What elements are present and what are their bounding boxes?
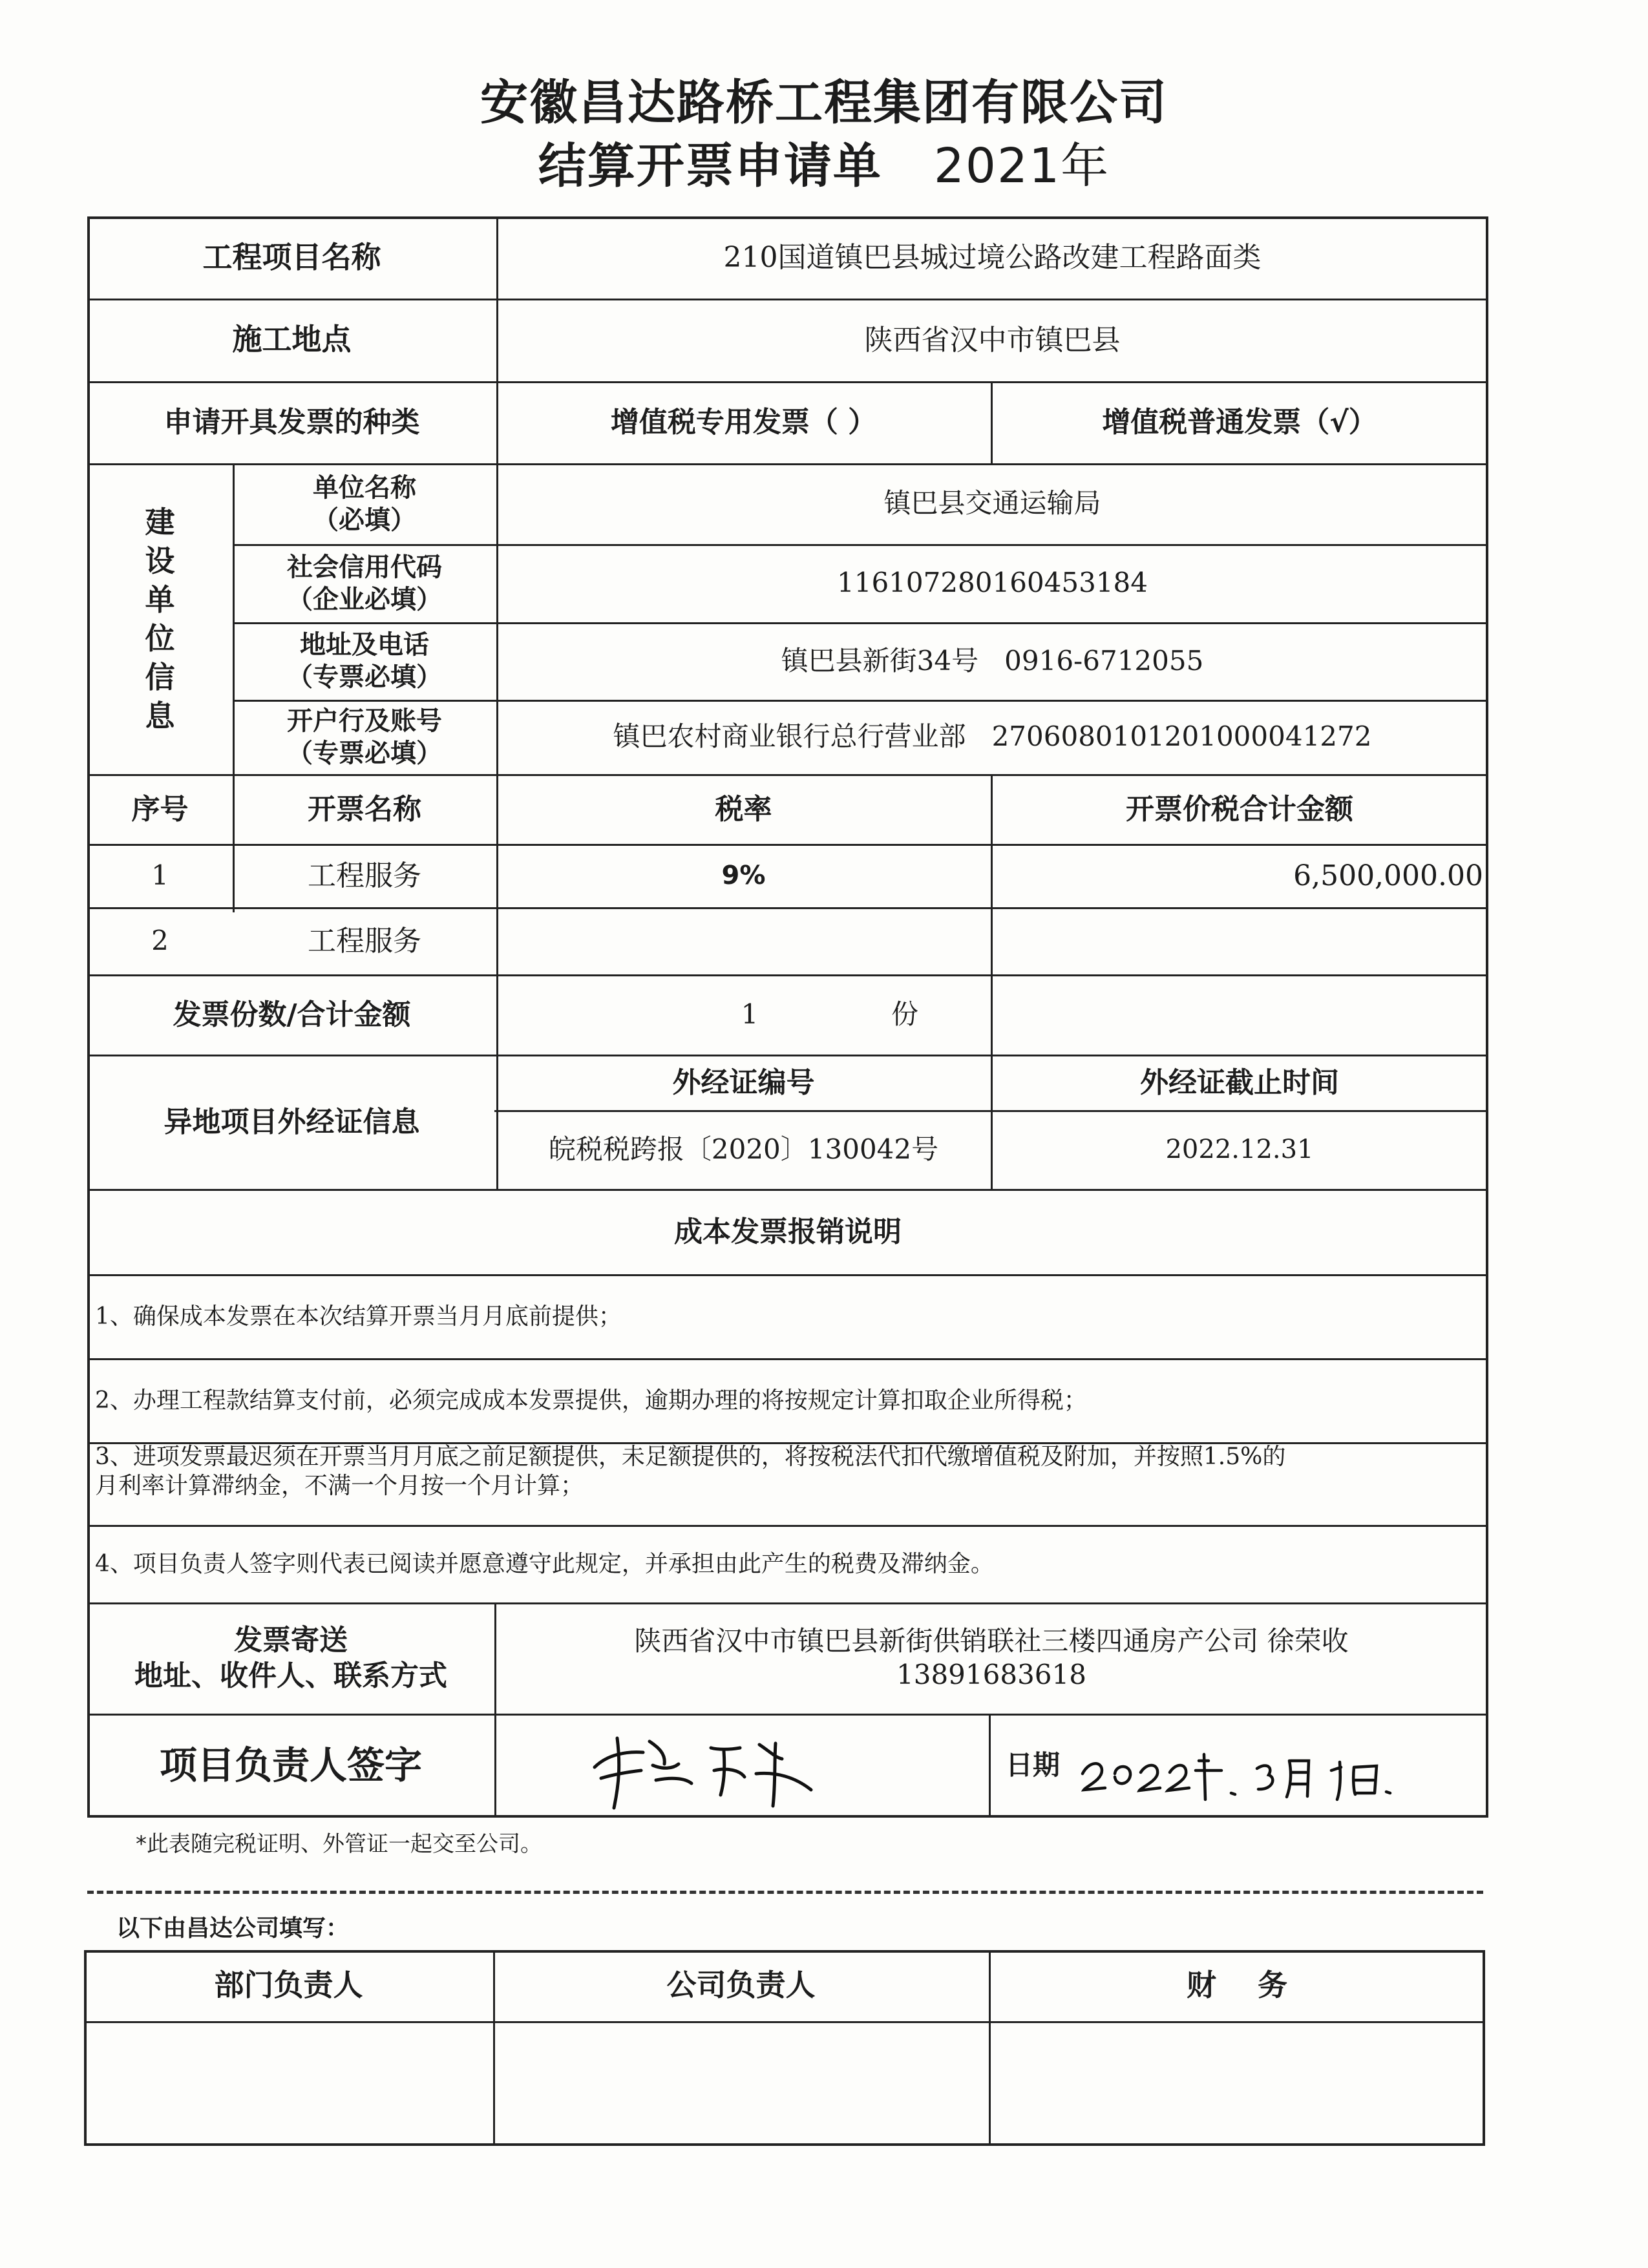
- label-line: 开户行及账号: [287, 706, 442, 736]
- invoice-count-label: 发票份数/合计金额: [173, 998, 411, 1031]
- table-row: [991, 907, 1488, 974]
- label-line: 社会信用代码: [287, 552, 442, 582]
- bank-account-value: 镇巴农村商业银行总行营业部 2706080101201000041272: [613, 720, 1372, 753]
- cost-note-2: 2、办理工程款结算支付前，必须完成成本发票提供，逾期办理的将按规定计算扣取企业所得税；: [95, 1387, 1087, 1414]
- permit-no-value: 皖税税跨报〔2020〕130042号: [548, 1133, 939, 1165]
- handwritten-date: [1076, 1735, 1412, 1806]
- mailing-label: [87, 1602, 494, 1714]
- builder-info-side-label: [87, 463, 233, 774]
- company-name: 安徽昌达路桥工程集团有限公司: [480, 75, 1168, 131]
- dashed-separator: [87, 1891, 1483, 1894]
- form-year: 2021年: [933, 138, 1110, 194]
- special-vat-invoice: 增值税专用发票（ ）: [610, 406, 877, 439]
- table-row: 9%: [721, 861, 766, 890]
- dept-head-label: 部门负责人: [214, 1968, 363, 2003]
- credit-code-label: [233, 544, 496, 622]
- label-line: 地址及电话: [300, 630, 429, 660]
- invoice-name-header: 开票名称: [308, 792, 421, 826]
- permit-deadline-label: 外经证截止时间: [1140, 1066, 1339, 1099]
- handwritten-signature: [582, 1719, 827, 1816]
- cost-note-3: [87, 1442, 1488, 1525]
- side-char: 单: [145, 582, 175, 617]
- footnote: *此表随完税证明、外管证一起交至公司。: [136, 1831, 542, 1857]
- label-line: （专票必填）: [287, 738, 442, 768]
- label-line: （专票必填）: [287, 662, 442, 692]
- company-fill-intro: 以下由昌达公司填写：: [116, 1915, 350, 1942]
- side-char: 位: [145, 620, 175, 656]
- address-phone-value: 镇巴县新街34号 0916-6712055: [781, 644, 1204, 677]
- side-char: 信: [145, 659, 175, 695]
- company-head-sign-cell[interactable]: [493, 2021, 989, 2146]
- label-line: 单位名称: [313, 472, 416, 503]
- company-head-label: 公司负责人: [666, 1968, 816, 2003]
- invoice-count-value: 1: [741, 998, 759, 1030]
- amount-header: 开票价税合计金额: [1126, 792, 1353, 826]
- mailing-address: 陕西省汉中市镇巴县新街供销联社三楼四通房产公司 徐荣收: [634, 1624, 1349, 1657]
- permit-deadline-value: 2022.12.31: [1165, 1135, 1314, 1164]
- invoice-count-unit: 份: [891, 998, 918, 1030]
- project-name-value: 210国道镇巴县城过境公路改建工程路面类: [723, 241, 1262, 274]
- permit-info-label: 异地项目外经证信息: [164, 1105, 420, 1139]
- table-row: 2: [151, 924, 169, 956]
- seq-header: 序号: [131, 792, 189, 826]
- side-char: 设: [145, 543, 175, 578]
- cost-note-3-line-1: 3、进项发票最迟须在开票当月月底之前足额提供，未足额提供的，将按税法代扣代缴增值税及附加，并按照1.5%的: [95, 1444, 1286, 1470]
- side-char: 息: [145, 698, 175, 733]
- bank-account-label: [233, 700, 496, 774]
- site-label: 施工地点: [232, 322, 352, 357]
- label-line: （企业必填）: [287, 584, 442, 614]
- unit-name-value: 镇巴县交通运输局: [883, 487, 1101, 520]
- date-label: 日期: [1005, 1749, 1060, 1781]
- mailing-value: [494, 1602, 1488, 1714]
- address-phone-label: [233, 622, 496, 700]
- label-line: （必填）: [313, 505, 416, 535]
- dept-head-sign-cell[interactable]: [84, 2021, 493, 2146]
- project-name-label: 工程项目名称: [202, 239, 381, 275]
- cost-note-1: 1、确保成本发票在本次结算开票当月月底前提供；: [95, 1303, 622, 1330]
- finance-sign-cell[interactable]: [989, 2021, 1485, 2146]
- finance-label: 财 务: [1186, 1968, 1288, 2003]
- mailing-label-line-1: 发票寄送: [234, 1624, 348, 1657]
- site-value: 陕西省汉中市镇巴县: [864, 323, 1121, 357]
- cost-note-4: 4、项目负责人签字则代表已阅读并愿意遵守此规定，并承担由此产生的税费及滞纳金。: [95, 1550, 994, 1577]
- side-char: 建: [145, 504, 175, 540]
- mailing-label-line-2: 地址、收件人、联系方式: [134, 1659, 447, 1692]
- tax-rate-header: 税率: [715, 792, 772, 826]
- table-row: 1: [151, 859, 169, 891]
- invoice-type-label: 申请开具发票的种类: [164, 406, 420, 439]
- table-row: [496, 907, 991, 974]
- normal-vat-invoice: 增值税普通发票（√）: [1102, 406, 1377, 439]
- form-title-text: 结算开票申请单: [538, 138, 882, 194]
- table-row: 工程服务: [308, 859, 421, 892]
- project-leader-signature-label: 项目负责人签字: [159, 1743, 422, 1788]
- form-title: [0, 128, 1648, 196]
- cost-note-3-line-2: 月利率计算滞纳金，不满一个月按一个月计算；: [95, 1473, 584, 1499]
- table-row: 工程服务: [308, 924, 421, 958]
- table-row: 6,500,000.00: [1293, 859, 1483, 892]
- cost-notes-title: 成本发票报销说明: [674, 1215, 902, 1248]
- credit-code-value: 11610728016045318​4: [837, 567, 1148, 599]
- unit-name-label: [233, 463, 496, 544]
- permit-no-label: 外经证编号: [672, 1066, 815, 1099]
- mailing-phone: 13891683618: [896, 1659, 1086, 1690]
